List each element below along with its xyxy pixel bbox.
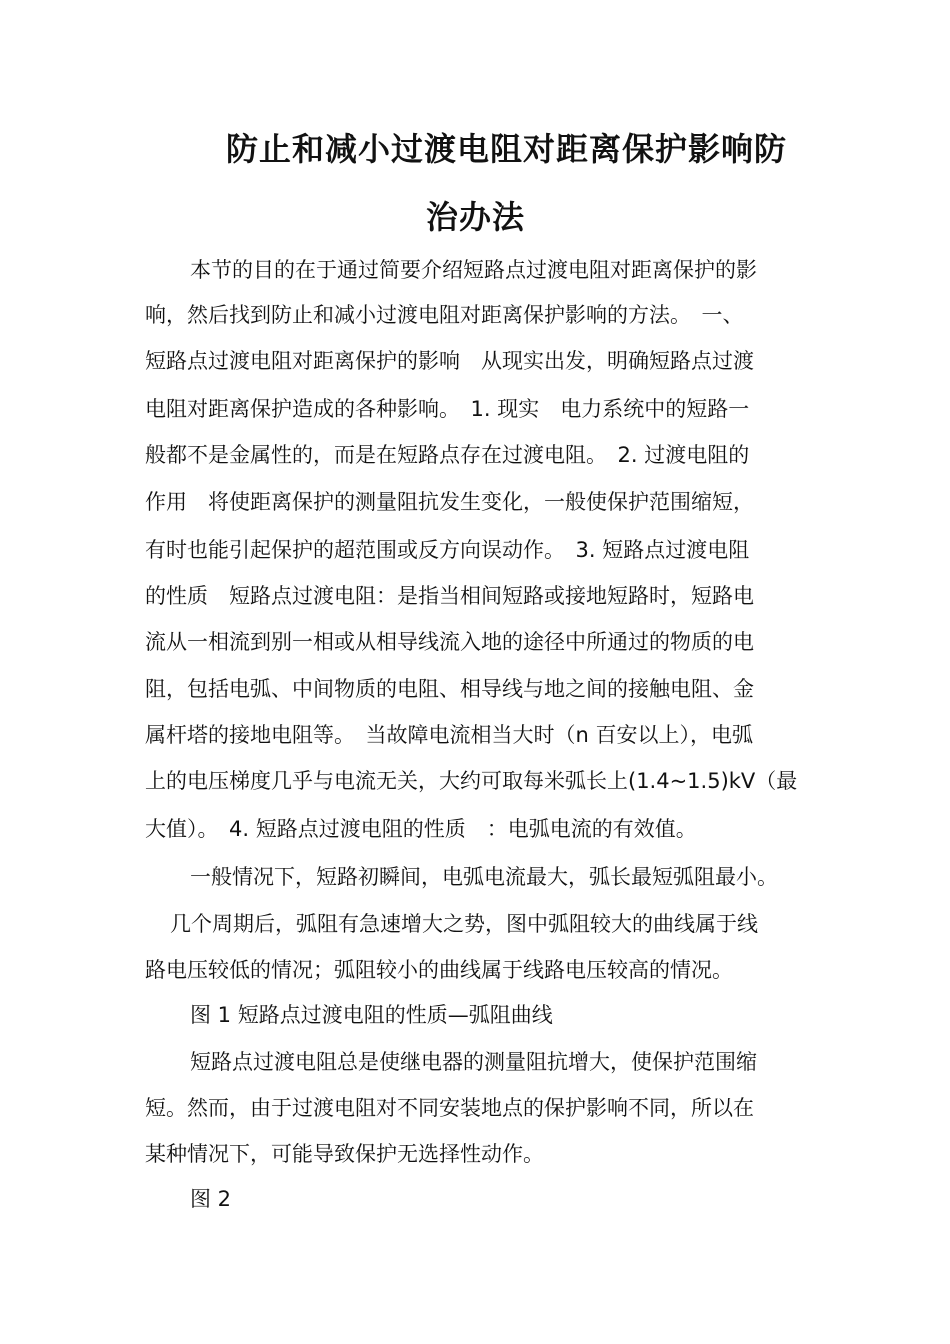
paragraph-line: 路电压较低的情况；弧阻较小的曲线属于线路电压较高的情况。 (145, 958, 733, 982)
paragraph-line: 般都不是金属性的，而是在短路点存在过渡电阻。 2. 过渡电阻的 (145, 443, 750, 467)
paragraph-line: 电阻对距离保护造成的各种影响。 1. 现实 电力系统中的短路一 (145, 397, 750, 421)
paragraph-line: 流从一相流到别一相或从相导线流入地的途径中所通过的物质的电 (145, 630, 754, 654)
paragraph-line: 几个周期后，弧阻有急速增大之势，图中弧阻较大的曲线属于线 (170, 912, 758, 936)
paragraph-line: 短。然而，由于过渡电阻对不同安装地点的保护影响不同，所以在 (145, 1096, 754, 1120)
paragraph-line: 短路点过渡电阻总是使继电器的测量阻抗增大，使保护范围缩 (190, 1050, 757, 1074)
paragraph-line: 的性质 短路点过渡电阻：是指当相间短路或接地短路时，短路电 (145, 584, 754, 608)
figure-caption: 图 2 (190, 1187, 232, 1211)
paragraph-line: 短路点过渡电阻对距离保护的影响 从现实出发，明确短路点过渡 (145, 349, 754, 373)
paragraph-line: 响，然后找到防止和减小过渡电阻对距离保护影响的方法。 一、 (145, 303, 744, 327)
paragraph-line: 阻，包括电弧、中间物质的电阻、相导线与地之间的接触电阻、金 (145, 677, 754, 701)
paragraph-line: 上的电压梯度几乎与电流无关，大约可取每米弧长上(1.4~1.5)kV（最 (145, 769, 798, 793)
paragraph-line: 作用 将使距离保护的测量阻抗发生变化，一般使保护范围缩短， (145, 490, 754, 514)
paragraph-line: 属杆塔的接地电阻等。 当故障电流相当大时（n 百安以上），电弧 (145, 723, 753, 747)
document-title-line-2: 治办法 (426, 198, 526, 236)
paragraph-line: 某种情况下，可能导致保护无选择性动作。 (145, 1142, 544, 1166)
paragraph-line: 一般情况下，短路初瞬间，电弧电流最大，弧长最短弧阻最小。 (190, 865, 778, 889)
document-title-line-1: 防止和减小过渡电阻对距离保护影响防 (226, 130, 788, 168)
paragraph-line: 大值）。 4. 短路点过渡电阻的性质 ：电弧电流的有效值。 (145, 817, 697, 841)
paragraph-line: 本节的目的在于通过简要介绍短路点过渡电阻对距离保护的影 (190, 258, 757, 282)
paragraph-line: 有时也能引起保护的超范围或反方向误动作。 3. 短路点过渡电阻 (145, 538, 750, 562)
figure-caption: 图 1 短路点过渡电阻的性质—弧阻曲线 (190, 1003, 553, 1027)
